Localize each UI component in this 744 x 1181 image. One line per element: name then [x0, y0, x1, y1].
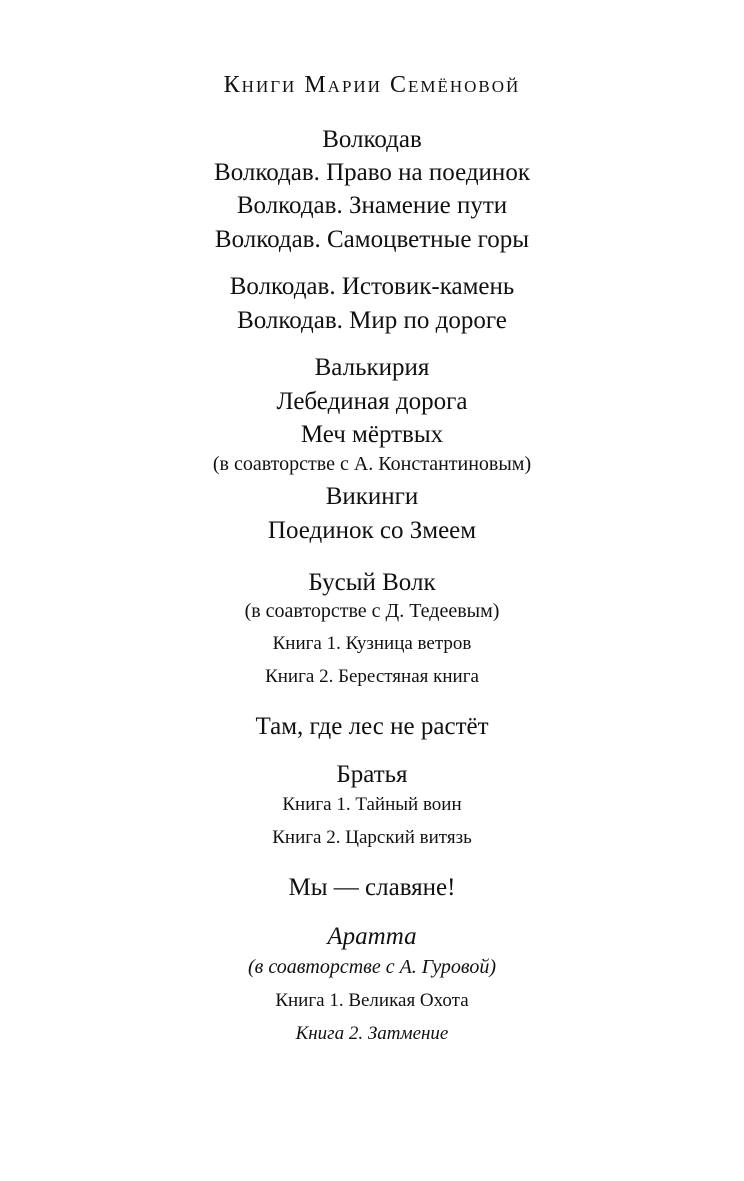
book-title-vikingi: Викинги [325, 483, 419, 510]
book-title-tam: Там, где лес не растёт [255, 713, 489, 740]
book-title-volkodav-kamen: Волкодав. Истовик-камень [229, 273, 515, 300]
book-title-volkodav-pravo: Волкодав. Право на поединок [214, 159, 530, 186]
book-title-mech: Меч мёртвых [300, 421, 444, 448]
book-title-bratya: Братья [336, 761, 408, 788]
coauthor-note-konstantinov: (в соавторстве с А. Константиновым) [212, 453, 532, 475]
book-part-kuznica: Книга 1. Кузница ветров [272, 633, 472, 654]
book-title-busy: Бусый Волк [308, 569, 436, 596]
book-title-poedinok: Поединок со Змеем [267, 517, 477, 544]
book-title-volkodav-znamenie: Волкодав. Знамение пути [236, 192, 508, 219]
book-title-volkodav-mir: Волкодав. Мир по дороге [237, 307, 507, 334]
book-title-my-slavyane: Мы — славяне! [288, 874, 456, 901]
coauthor-note-tedeev: (в соавторстве с Д. Тедеевым) [244, 600, 500, 622]
book-title-lebedinaya: Лебединая дорога [276, 388, 468, 415]
book-part-carsky: Книга 2. Царский витязь [272, 827, 472, 848]
book-title-aratta: Аратта [327, 923, 417, 950]
book-part-berestyanaya: Книга 2. Берестяная книга [265, 666, 479, 687]
book-part-tainy: Книга 1. Тайный воин [282, 794, 462, 815]
book-title-volkodav-gory: Волкодав. Самоцветные горы [214, 226, 530, 253]
book-part-zatmenie: Книга 2. Затмение [295, 1023, 449, 1044]
page-title: Книги Марии Семёновой [223, 72, 521, 98]
book-title-valkyrie: Валькирия [314, 354, 430, 381]
book-part-velikaya-ohota: Книга 1. Великая Охота [275, 990, 469, 1011]
book-title-volkodav: Волкодав [322, 126, 422, 153]
coauthor-note-gurova: (в соавторстве с А. Гуровой) [247, 956, 497, 978]
